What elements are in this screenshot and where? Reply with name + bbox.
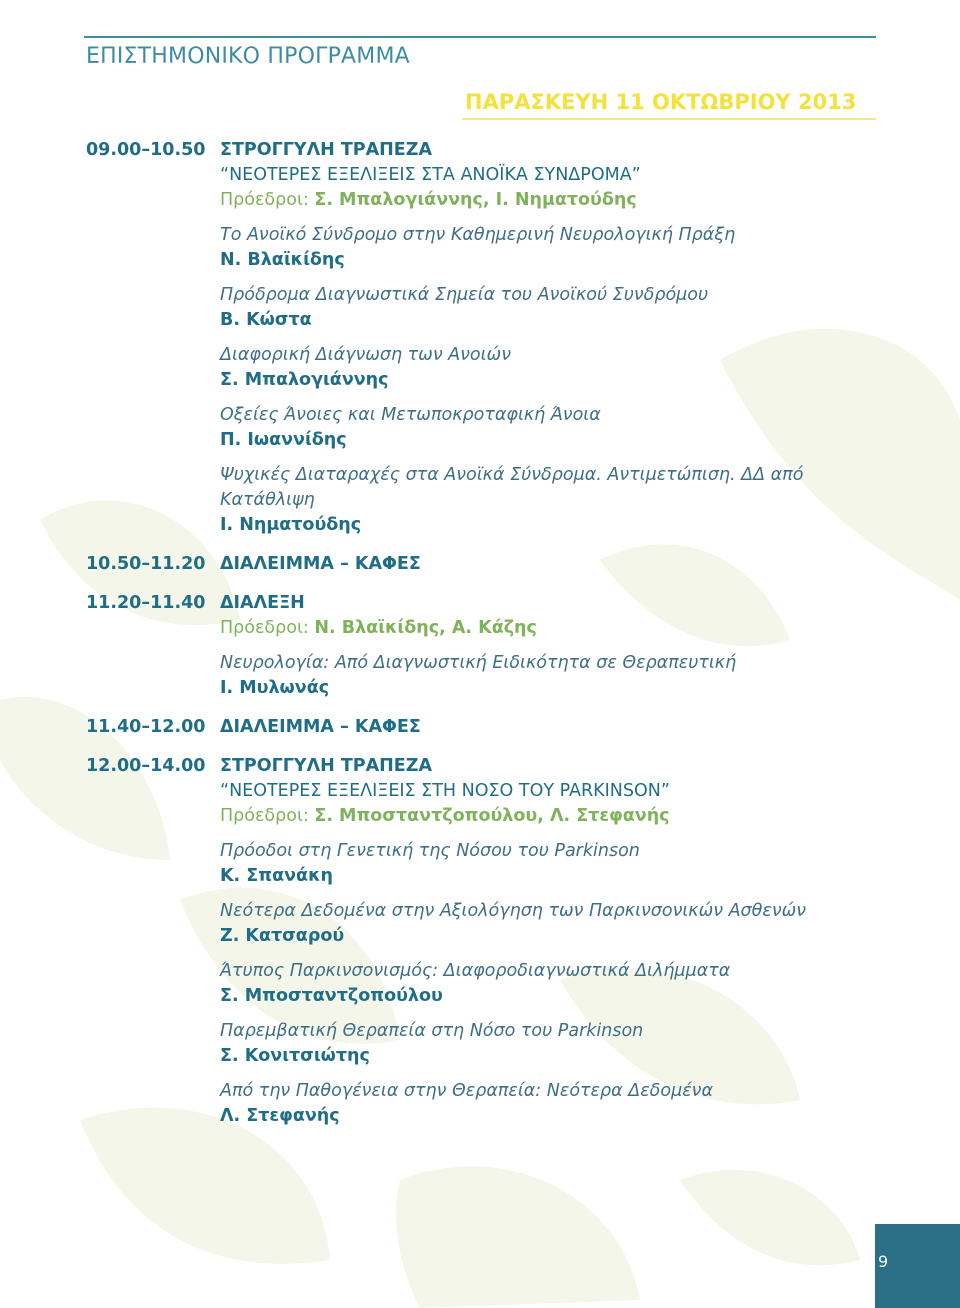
talk-item xyxy=(220,463,866,538)
page-number: 9 xyxy=(878,1252,889,1271)
chairs-label: Πρόεδροι: xyxy=(220,806,309,826)
session-coffee-break-1 xyxy=(86,552,866,577)
page-number-box xyxy=(875,1224,960,1308)
talk-speaker: Ι. Μυλωνάς xyxy=(220,678,330,698)
chairs-names: Σ. Μπαλογιάννης, Ι. Νηματούδης xyxy=(314,190,637,210)
talk-title: Παρεμβατική Θεραπεία στη Νόσο του Parkinson xyxy=(220,1021,644,1041)
chairs-label: Πρόεδροι: xyxy=(220,618,309,638)
talk-title: Οξείες Άνοιες και Μετωποκροταφική Άνοια xyxy=(220,405,601,425)
talk-speaker: Β. Κώστα xyxy=(220,310,312,330)
session-time: 09.00–10.50 xyxy=(86,140,206,160)
talk-title: Το Ανοϊκό Σύνδρομο στην Καθημερινή Νευρολογική Πράξη xyxy=(220,225,736,245)
talk-item xyxy=(220,223,866,273)
session-time: 11.20–11.40 xyxy=(86,593,206,613)
program-date: ΠΑΡΑΣΚΕΥΗ 11 ΟΚΤΩΒΡΙΟΥ 2013 xyxy=(465,90,857,114)
top-rule xyxy=(84,36,876,38)
session-round-table-dementia xyxy=(86,138,866,538)
session-time: 11.40–12.00 xyxy=(86,717,206,737)
chairs-label: Πρόεδροι: xyxy=(220,190,309,210)
talk-item xyxy=(220,1019,866,1069)
talk-title: Πρόοδοι στη Γενετική της Νόσου του Parkinson xyxy=(220,841,640,861)
talk-speaker: Π. Ιωαννίδης xyxy=(220,430,347,450)
talk-item xyxy=(220,403,866,453)
session-lecture xyxy=(86,591,866,701)
talk-speaker: Ν. Βλαϊκίδης xyxy=(220,250,345,270)
talk-title: Νεότερα Δεδομένα στην Αξιολόγηση των Παρκινσονικών Ασθενών xyxy=(220,901,807,921)
session-heading: ΔΙΑΛΕΞΗ xyxy=(220,593,305,613)
program-list xyxy=(86,138,866,1143)
session-chairs xyxy=(220,188,866,213)
talk-item xyxy=(220,959,866,1009)
session-subtitle: “ΝΕΟΤΕΡΕΣ ΕΞΕΛΙΞΕΙΣ ΣΤΗ ΝΟΣΟ ΤΟΥ PARKINSON” xyxy=(220,781,670,801)
talk-item xyxy=(220,899,866,949)
talk-title: Από την Παθογένεια στην Θεραπεία: Νεότερα Δεδομένα xyxy=(220,1081,713,1101)
session-round-table-parkinson xyxy=(86,754,866,1129)
date-rule xyxy=(462,118,876,120)
session-heading: ΔΙΑΛΕΙΜΜΑ – ΚΑΦΕΣ xyxy=(220,554,421,574)
talk-item xyxy=(220,343,866,393)
session-time: 10.50–11.20 xyxy=(86,554,206,574)
session-heading: ΣΤΡΟΓΓΥΛΗ ΤΡΑΠΕΖΑ xyxy=(220,140,432,160)
talk-item xyxy=(220,839,866,889)
talk-title: Πρόδρομα Διαγνωστικά Σημεία του Ανοϊκού Συνδρόμου xyxy=(220,285,709,305)
talk-speaker: Σ. Μπαλογιάννης xyxy=(220,370,389,390)
talk-item xyxy=(220,1079,866,1129)
talk-title: Νευρολογία: Από Διαγνωστική Ειδικότητα σε Θεραπευτική xyxy=(220,653,737,673)
session-chairs xyxy=(220,616,866,641)
talk-item xyxy=(220,283,866,333)
talk-title: Ψυχικές Διαταραχές στα Ανοϊκά Σύνδρομα. Αντιμετώπιση. ΔΔ από Κατάθλιψη xyxy=(220,465,804,510)
session-chairs xyxy=(220,804,866,829)
talk-speaker: Ζ. Κατσαρού xyxy=(220,926,345,946)
talk-speaker: Σ. Κονιτσιώτης xyxy=(220,1046,370,1066)
page-title: ΕΠΙΣΤΗΜΟΝΙΚΟ ΠΡΟΓΡΑΜΜΑ xyxy=(86,44,410,69)
chairs-names: Σ. Μποσταντζοπούλου, Λ. Στεφανής xyxy=(314,806,670,826)
session-heading: ΔΙΑΛΕΙΜΜΑ – ΚΑΦΕΣ xyxy=(220,717,421,737)
session-coffee-break-2 xyxy=(86,715,866,740)
session-heading: ΣΤΡΟΓΓΥΛΗ ΤΡΑΠΕΖΑ xyxy=(220,756,432,776)
session-time: 12.00–14.00 xyxy=(86,756,206,776)
session-subtitle: “ΝΕΟΤΕΡΕΣ ΕΞΕΛΙΞΕΙΣ ΣΤΑ ΑΝΟΪΚΑ ΣΥΝΔΡΟΜΑ” xyxy=(220,165,641,185)
talk-speaker: Ι. Νηματούδης xyxy=(220,515,362,535)
talk-item xyxy=(220,651,866,701)
chairs-names: Ν. Βλαϊκίδης, Α. Κάζης xyxy=(314,618,537,638)
talk-speaker: Λ. Στεφανής xyxy=(220,1106,340,1126)
talk-speaker: Σ. Μποσταντζοπούλου xyxy=(220,986,443,1006)
talk-speaker: Κ. Σπανάκη xyxy=(220,866,333,886)
talk-title: Διαφορική Διάγνωση των Ανοιών xyxy=(220,345,511,365)
talk-title: Άτυπος Παρκινσονισμός: Διαφοροδιαγνωστικά Διλήμματα xyxy=(220,961,731,981)
